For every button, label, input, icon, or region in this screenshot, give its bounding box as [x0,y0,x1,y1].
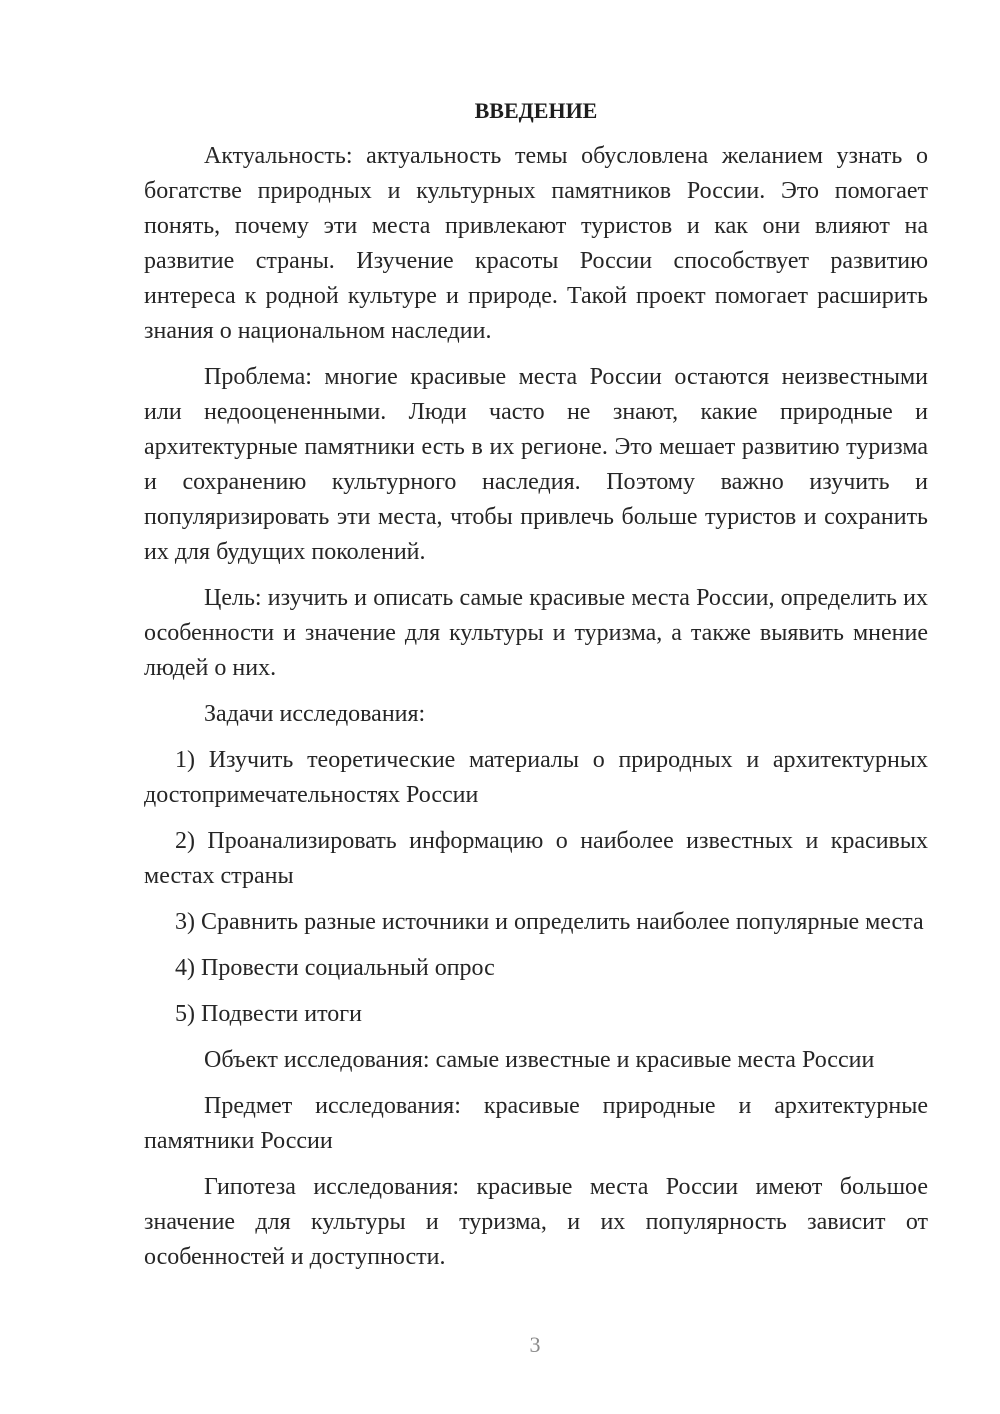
hypothesis-paragraph: Гипотеза исследования: красивые места России имеют большое значение для культуры и туризма, и их популярность зависит от особенностей и доступности. [144,1174,928,1270]
page-number: 3 [529,1332,541,1357]
task-item: 3) Сравнить разные источники и определить наиболее популярные места [175,909,924,935]
relevance-paragraph: Актуальность: актуальность темы обусловлена желанием узнать о богатстве природных и культурных памятников России. Это помогает понять, почему эти места привлекают туристов и как они влияют на развитие страны. Изучение красоты России способствует развитию интереса к родной культуре и природе. Такой проект помогает расширить знания о национальном наследии. [144,143,928,344]
object-paragraph: Объект исследования: самые известные и красивые места России [204,1047,875,1073]
document-body [144,93,928,1286]
goal-paragraph: Цель: изучить и описать самые красивые места России, определить их особенности и значение для культуры и туризма, а также выявить мнение людей о них. [144,585,928,681]
problem-paragraph: Проблема: многие красивые места России остаются неизвестными или недооцененными. Люди часто не знают, какие природные и архитектурные памятники есть в их регионе. Это мешает развитию туризма и сохранению культурного наследия. Поэтому важно изучить и популяризировать эти места, чтобы привлечь больше туристов и сохранить их для будущих поколений. [144,364,928,565]
task-item: 1) Изучить теоретические материалы о природных и архитектурных достопримечательностях России [144,747,928,808]
tasks-heading: Задачи исследования: [204,701,426,727]
task-item: 5) Подвести итоги [175,1001,362,1027]
task-item: 4) Провести социальный опрос [175,955,495,981]
subject-paragraph: Предмет исследования: красивые природные и архитектурные памятники России [144,1093,928,1154]
section-title: ВВЕДЕНИЕ [474,98,598,123]
task-item: 2) Проанализировать информацию о наиболее известных и красивых местах страны [144,828,928,889]
